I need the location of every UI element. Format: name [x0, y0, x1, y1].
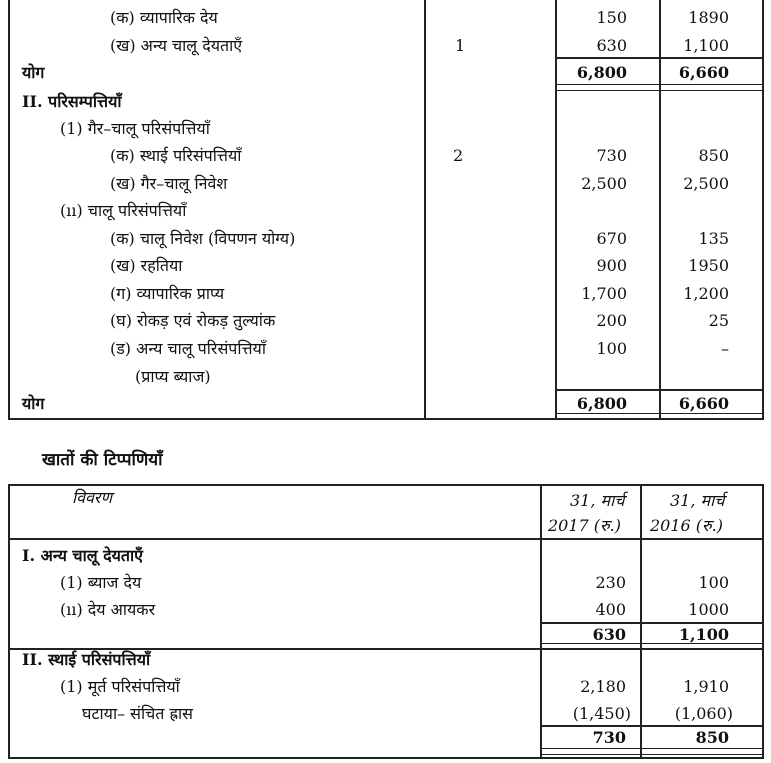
value-2017: 150	[596, 8, 627, 27]
value-2017: 1,700	[581, 284, 627, 303]
col-divider	[8, 0, 10, 420]
value-2016: (1,060)	[674, 704, 733, 723]
section-heading: II. स्थाई परिसंपत्तियाँ	[22, 650, 151, 669]
value-2016: 1890	[688, 8, 729, 27]
total-label: योग	[22, 394, 45, 413]
value-2017: 2,180	[580, 677, 626, 696]
total-2017: 6,800	[576, 63, 627, 82]
row-label: (ıı) देय आयकर	[60, 600, 156, 619]
row-label: (1) ब्याज देय	[60, 573, 142, 592]
value-2017: 730	[596, 146, 627, 165]
value-2016: 25	[708, 311, 729, 330]
row-label: (ख) रहतिया	[110, 256, 183, 275]
value-2017: 100	[596, 339, 627, 358]
total-2016: 6,660	[678, 63, 729, 82]
table-bottom-rule	[8, 757, 763, 759]
table-bottom-rule	[8, 418, 763, 420]
total-2017: 730	[592, 728, 626, 747]
double-rule	[540, 748, 762, 755]
header-col-2016: 31, मार्च	[670, 491, 725, 510]
value-2017: 200	[596, 311, 627, 330]
value-2016: 1000	[688, 600, 729, 619]
row-label: (ग) व्यापारिक प्राप्य	[110, 284, 225, 303]
col-divider	[762, 484, 764, 759]
col-divider	[659, 0, 661, 420]
value-2016: 850	[698, 146, 729, 165]
total-2017: 6,800	[576, 394, 627, 413]
row-label-continued: (प्राप्य ब्याज)	[135, 367, 211, 386]
col-divider	[762, 0, 764, 420]
table-top-rule	[8, 484, 763, 486]
total-rule	[555, 57, 762, 59]
value-2016: 1,100	[683, 36, 729, 55]
row-label: (क) स्थाई परिसंपत्तियाँ	[110, 146, 242, 165]
header-rule	[8, 538, 763, 540]
value-2017: (1,450)	[572, 704, 631, 723]
col-divider	[8, 484, 10, 759]
note-number: 2	[453, 146, 464, 165]
subsection-heading: (1) गैर–चालू परिसंपत्तियाँ	[60, 119, 210, 138]
value-2016: 100	[698, 573, 729, 592]
col-divider	[555, 0, 557, 420]
section-heading: I. अन्य चालू देयताएँ	[22, 546, 144, 565]
value-2017: 670	[596, 229, 627, 248]
section-heading: II. परिसम्पत्तियाँ	[22, 92, 122, 111]
header-col-2016-sub: 2016 (रु.)	[650, 516, 723, 535]
value-2017: 2,500	[581, 174, 627, 193]
total-label: योग	[22, 63, 45, 82]
row-label: घटाया– संचित ह्रास	[82, 704, 193, 723]
total-2016: 1,100	[678, 625, 729, 644]
row-label: (क) चालू निवेश (विपणन योग्य)	[110, 229, 296, 248]
col-divider	[424, 0, 426, 420]
value-2016: 1,200	[683, 284, 729, 303]
row-label: (ड) अन्य चालू परिसंपत्तियाँ	[110, 339, 266, 358]
value-2016: –	[721, 339, 729, 358]
value-2016: 1,910	[683, 677, 729, 696]
notes-heading: खातों की टिप्पणियाँ	[42, 450, 163, 470]
total-rule	[555, 389, 762, 391]
value-2017: 230	[595, 573, 626, 592]
total-2017: 630	[592, 625, 626, 644]
value-2016: 1950	[688, 256, 729, 275]
row-label: (ख) गैर–चालू निवेश	[110, 174, 228, 193]
total-rule	[540, 725, 762, 727]
row-label: (घ) रोकड़ एवं रोकड़ तुल्यांक	[110, 311, 276, 330]
double-rule	[555, 84, 762, 91]
row-label: (क) व्यापारिक देय	[110, 8, 218, 27]
header-col-2017: 31, मार्च	[570, 491, 625, 510]
row-label: (1) मूर्त परिसंपत्तियाँ	[60, 677, 180, 696]
row-label: (ख) अन्य चालू देयताएँ	[110, 36, 243, 55]
value-2016: 135	[698, 229, 729, 248]
subsection-heading: (ıı) चालू परिसंपत्तियाँ	[60, 201, 187, 220]
total-2016: 6,660	[678, 394, 729, 413]
header-particulars: विवरण	[72, 488, 113, 507]
value-2016: 2,500	[683, 174, 729, 193]
value-2017: 630	[596, 36, 627, 55]
header-col-2017-sub: 2017 (रु.)	[548, 516, 621, 535]
total-2016: 850	[695, 728, 729, 747]
value-2017: 400	[595, 600, 626, 619]
value-2017: 900	[596, 256, 627, 275]
total-rule	[540, 622, 762, 624]
note-number: 1	[455, 36, 466, 55]
